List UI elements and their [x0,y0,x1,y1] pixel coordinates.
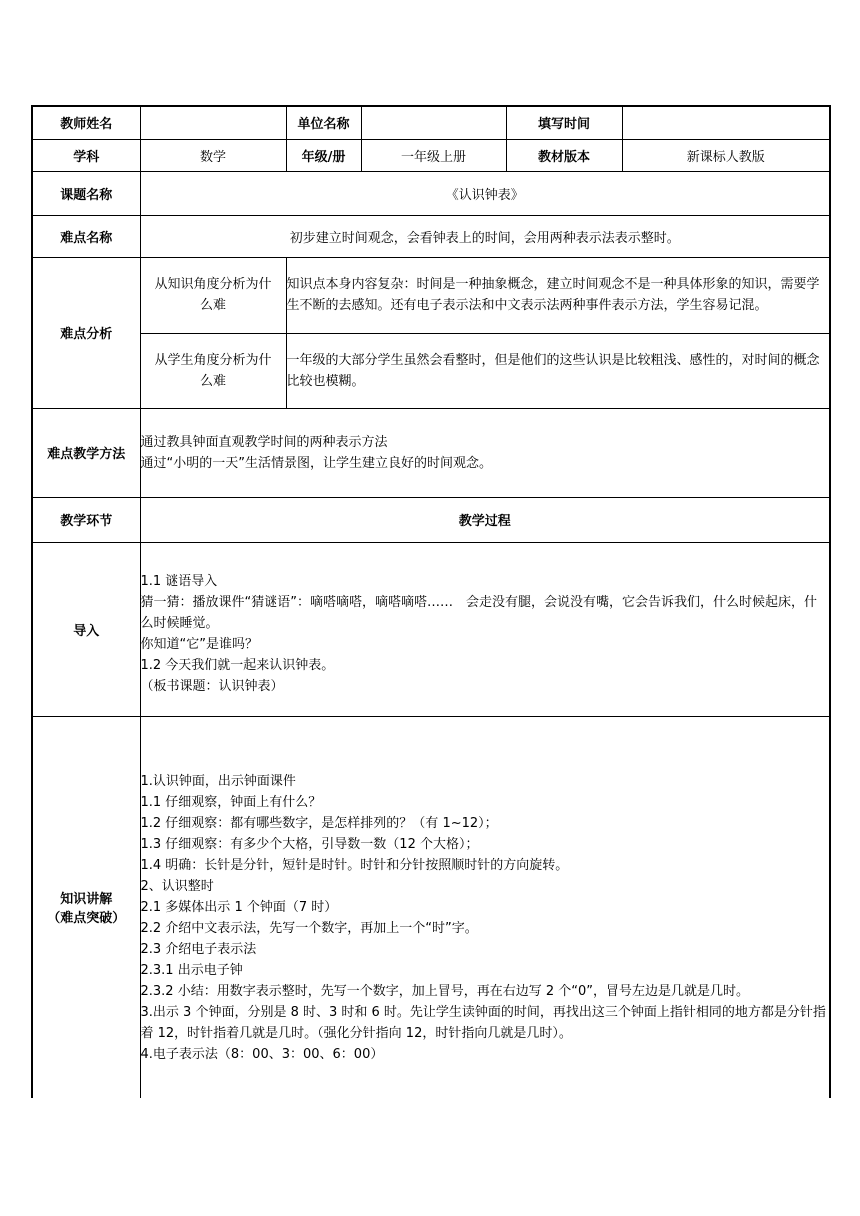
intro-row [32,542,830,716]
intro-text [140,542,830,716]
topic-label: 课题名称 [32,171,140,215]
analysis-knowledge-row [32,257,830,333]
grade-label: 年级/册 [286,139,361,171]
intro-line: 猜一猜：播放课件“猜谜语”：嘀嗒嘀嗒，嘀嗒嘀嗒…… 会走没有腿，会说没有嘴，它会告诉我们，什么时候起床，什么时候睡觉。 [140,594,817,631]
method-label: 难点教学方法 [32,408,140,497]
unit-name-label: 单位名称 [286,106,361,139]
difficulty-value: 初步建立时间观念，会看钟表上的时间，会用两种表示法表示整时。 [140,215,830,257]
topic-value: 《认识钟表》 [140,171,830,215]
intro-line: （板书课题：认识钟表） [140,678,284,694]
knowledge-label-line2: （难点突破） [47,911,126,927]
knowledge-line: 1.3 仔细观察：有多少个大格，引导数一数（12 个大格）； [140,837,479,853]
teacher-info-row [32,106,830,139]
analysis-student-row [32,333,830,408]
stage-header-label: 教学环节 [32,497,140,542]
method-text [140,408,830,497]
student-angle-label: 从学生角度分析为什么难 [140,333,286,408]
edition-value: 新课标人教版 [622,139,830,171]
edition-label: 教材版本 [506,139,622,171]
difficulty-row [32,215,830,257]
grade-value: 一年级上册 [361,139,506,171]
method-row [32,408,830,497]
knowledge-line: 3.出示 3 个钟面，分别是 8 时、3 时和 6 时。先让学生读钟面的时间，再找出这三个钟面上指针相同的地方都是分针指着 12，时针指着几就是几时。（强化分针指向 12，时针指向几就是几时）。 [140,1005,826,1042]
fill-date-value [622,106,830,139]
subject-label: 学科 [32,139,140,171]
lesson-plan-table [31,105,831,1098]
intro-line: 1.2 今天我们就一起来认识钟表。 [140,657,335,673]
knowledge-line: 2、认识整时 [140,879,214,895]
knowledge-text [140,716,830,1098]
knowledge-line: 2.2 介绍中文表示法，先写一个数字，再加上一个“时”字。 [140,921,478,937]
intro-line: 你知道“它”是谁吗？ [140,636,258,652]
knowledge-line: 1.4 明确：长针是分针，短针是时针。时针和分针按照顺时针的方向旋转。 [140,858,569,874]
intro-label: 导入 [32,542,140,716]
knowledge-label-line1: 知识讲解 [60,892,113,908]
knowledge-line: 2.3 介绍电子表示法 [140,942,257,958]
knowledge-angle-label: 从知识角度分析为什么难 [140,257,286,333]
teacher-name-value [140,106,286,139]
knowledge-line: 1.2 仔细观察：都有哪些数字，是怎样排列的？（有 1~12）； [140,816,498,832]
knowledge-row [32,716,830,1098]
knowledge-line: 2.3.1 出示电子钟 [140,963,243,979]
process-header-row [32,497,830,542]
fill-date-label: 填写时间 [506,106,622,139]
difficulty-label: 难点名称 [32,215,140,257]
knowledge-line: 2.3.2 小结：用数字表示整时，先写一个数字，加上冒号，再在右边写 2 个“0”，冒号左边是几就是几时。 [140,984,749,1000]
subject-info-row [32,139,830,171]
method-line: 通过“小明的一天”生活情景图，让学生建立良好的时间观念。 [140,455,492,471]
knowledge-line: 2.1 多媒体出示 1 个钟面（7 时） [140,900,338,916]
method-line: 通过教具钟面直观教学时间的两种表示方法 [140,434,388,450]
process-header-label: 教学过程 [140,497,830,542]
knowledge-line: 1.1 仔细观察，钟面上有什么？ [140,795,322,811]
knowledge-label [32,716,140,1098]
knowledge-angle-text: 知识点本身内容复杂：时间是一种抽象概念，建立时间观念不是一种具体形象的知识，需要学生不断的去感知。还有电子表示法和中文表示法两种事件表示方法，学生容易记混。 [286,257,830,333]
intro-line: 1.1 谜语导入 [140,573,218,589]
knowledge-line: 1.认识钟面，出示钟面课件 [140,774,296,790]
knowledge-line: 4.电子表示法（8：00、3：00、6：00） [140,1047,384,1063]
analysis-label: 难点分析 [32,257,140,408]
topic-row [32,171,830,215]
unit-name-value [361,106,506,139]
teacher-name-label: 教师姓名 [32,106,140,139]
subject-value: 数学 [140,139,286,171]
student-angle-text: 一年级的大部分学生虽然会看整时，但是他们的这些认识是比较粗浅、感性的，对时间的概念比较也模糊。 [286,333,830,408]
